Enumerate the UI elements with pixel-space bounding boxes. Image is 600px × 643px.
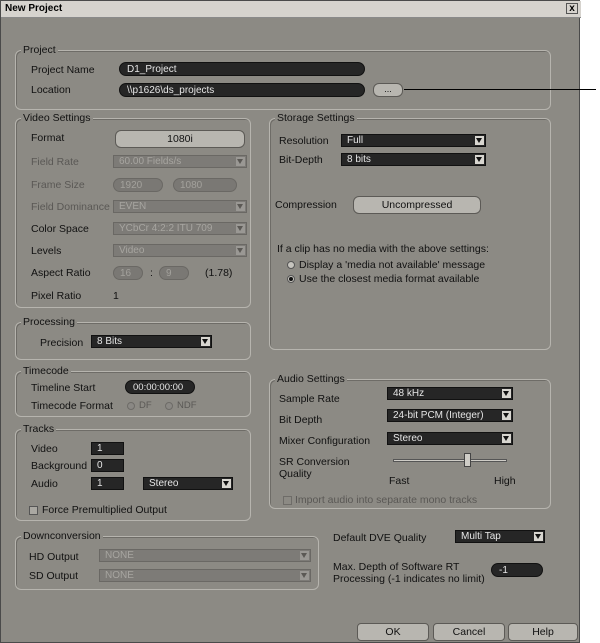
levels-select[interactable] <box>113 244 247 257</box>
annotation-callout-line <box>404 89 596 90</box>
field-dominance-select[interactable] <box>113 200 247 213</box>
sd-output-label: SD Output <box>29 570 79 582</box>
color-space-value: YCbCr 4:2:2 ITU 709 <box>119 223 213 234</box>
chevron-down-icon <box>300 551 309 560</box>
processing-title: Processing <box>23 316 75 328</box>
audio-bit-depth-label: Bit Depth <box>279 414 323 426</box>
field-rate-label: Field Rate <box>31 156 79 168</box>
location-input[interactable]: \\p1626\ds_projects <box>119 83 365 97</box>
chevron-down-icon <box>236 202 245 211</box>
storage-settings-title: Storage Settings <box>277 112 355 124</box>
background-tracks-label: Background <box>31 460 88 472</box>
force-premultiplied-checkbox[interactable] <box>29 506 38 515</box>
levels-value: Video <box>119 245 145 256</box>
precision-select[interactable] <box>91 335 212 348</box>
chevron-down-icon <box>300 571 309 580</box>
close-icon: x <box>569 3 575 14</box>
frame-width-field[interactable]: 1920 <box>113 178 163 192</box>
df-label: DF <box>139 400 152 411</box>
chevron-down-icon <box>534 532 543 541</box>
max-depth-label-1: Max. Depth of Software RT <box>333 561 460 573</box>
background-tracks-input[interactable]: 0 <box>91 459 124 472</box>
sample-rate-label: Sample Rate <box>279 393 340 405</box>
timeline-start-label: Timeline Start <box>31 382 96 394</box>
max-depth-input[interactable]: -1 <box>491 563 543 577</box>
display-not-available-label: Display a 'media not available' message <box>299 259 486 271</box>
fast-label: Fast <box>389 475 410 487</box>
timecode-format-label: Timecode Format <box>31 400 113 412</box>
max-depth-label-2: Processing (-1 indicates no limit) <box>333 573 485 585</box>
precision-label: Precision <box>40 337 84 349</box>
chevron-down-icon <box>201 337 210 346</box>
project-group <box>15 50 551 110</box>
sample-rate-value: 48 kHz <box>393 388 425 399</box>
no-media-text: If a clip has no media with the above settings: <box>277 243 489 255</box>
pixel-ratio-label: Pixel Ratio <box>31 290 82 302</box>
use-closest-format-radio[interactable] <box>287 275 295 283</box>
aspect-separator: : <box>150 267 153 279</box>
pixel-ratio-value: 1 <box>113 290 119 302</box>
resolution-value: Full <box>347 135 364 146</box>
audio-mode-value: Stereo <box>149 478 179 489</box>
field-rate-value: 60.00 Fields/s <box>119 156 182 167</box>
src-quality-slider-thumb[interactable] <box>464 453 471 467</box>
chevron-down-icon <box>236 224 245 233</box>
use-closest-format-label: Use the closest media format available <box>299 273 480 285</box>
close-button[interactable] <box>566 3 578 14</box>
import-mono-label: Import audio into separate mono tracks <box>295 494 478 506</box>
video-settings-title: Video Settings <box>23 112 91 124</box>
default-dve-label: Default DVE Quality <box>333 532 427 544</box>
levels-label: Levels <box>31 245 62 257</box>
downconversion-title: Downconversion <box>23 530 101 542</box>
bit-depth-select[interactable] <box>341 153 486 166</box>
format-label: Format <box>31 132 65 144</box>
title-bar <box>1 1 581 18</box>
tracks-title: Tracks <box>23 423 55 435</box>
project-group-title: Project <box>23 44 56 56</box>
chevron-down-icon <box>502 389 511 398</box>
sample-rate-select[interactable] <box>387 387 513 400</box>
audio-mode-select[interactable] <box>143 477 233 490</box>
aspect-ratio-label: Aspect Ratio <box>31 267 91 279</box>
hd-output-select[interactable] <box>99 549 311 562</box>
field-dominance-value: EVEN <box>119 201 147 212</box>
audio-tracks-input[interactable]: 1 <box>91 477 124 490</box>
ok-button[interactable]: OK <box>357 623 429 641</box>
audio-tracks-label: Audio <box>31 478 58 490</box>
sd-output-value: NONE <box>105 570 134 581</box>
high-label: High <box>494 475 516 487</box>
mixer-config-label: Mixer Configuration <box>279 435 371 447</box>
force-premultiplied-label: Force Premultiplied Output <box>42 504 167 516</box>
frame-height-field[interactable]: 1080 <box>173 178 237 192</box>
src-quality-label-1: SR Conversion <box>279 456 350 468</box>
chevron-down-icon <box>475 136 484 145</box>
video-tracks-label: Video <box>31 443 58 455</box>
df-radio[interactable] <box>127 402 135 410</box>
src-quality-slider-track[interactable] <box>393 459 507 462</box>
color-space-label: Color Space <box>31 223 89 235</box>
chevron-down-icon <box>502 434 511 443</box>
color-space-select[interactable] <box>113 222 247 235</box>
import-mono-checkbox[interactable] <box>283 496 292 505</box>
field-dominance-label: Field Dominance <box>31 201 110 213</box>
hd-output-label: HD Output <box>29 551 79 563</box>
field-rate-select[interactable] <box>113 155 247 168</box>
cancel-button[interactable]: Cancel <box>433 623 505 641</box>
chevron-down-icon <box>475 155 484 164</box>
bit-depth-label: Bit-Depth <box>279 154 323 166</box>
mixer-config-value: Stereo <box>393 433 423 444</box>
window-title: New Project <box>5 3 63 14</box>
compression-button[interactable]: Uncompressed <box>353 196 481 214</box>
audio-bit-depth-select[interactable] <box>387 409 513 422</box>
resolution-label: Resolution <box>279 135 329 147</box>
src-quality-label-2: Quality <box>279 468 312 480</box>
frame-size-label: Frame Size <box>31 179 85 191</box>
chevron-down-icon <box>502 411 511 420</box>
default-dve-select[interactable] <box>455 530 545 543</box>
browse-button[interactable]: ... <box>373 83 403 97</box>
resolution-select[interactable] <box>341 134 486 147</box>
precision-value: 8 Bits <box>97 336 123 347</box>
help-button[interactable]: Help <box>508 623 578 641</box>
mixer-config-select[interactable] <box>387 432 513 445</box>
default-dve-value: Multi Tap <box>461 531 501 542</box>
aspect-width-field[interactable]: 16 <box>113 266 143 280</box>
chevron-down-icon <box>222 479 231 488</box>
hd-output-value: NONE <box>105 550 134 561</box>
compression-label: Compression <box>275 199 337 211</box>
ndf-label: NDF <box>177 400 197 411</box>
chevron-down-icon <box>236 157 245 166</box>
ndf-radio[interactable] <box>165 402 173 410</box>
aspect-ratio-value: (1.78) <box>205 267 233 279</box>
bit-depth-value: 8 bits <box>347 154 371 165</box>
audio-settings-title: Audio Settings <box>277 373 345 385</box>
timeline-start-input[interactable]: 00:00:00:00 <box>125 380 195 394</box>
audio-bit-depth-value: 24-bit PCM (Integer) <box>393 410 484 421</box>
video-tracks-input[interactable]: 1 <box>91 442 124 455</box>
display-not-available-radio[interactable] <box>287 261 295 269</box>
chevron-down-icon <box>236 246 245 255</box>
location-label: Location <box>31 84 71 96</box>
timecode-title: Timecode <box>23 365 69 377</box>
project-name-input[interactable]: D1_Project <box>119 62 365 76</box>
aspect-height-field[interactable]: 9 <box>159 266 189 280</box>
format-button[interactable]: 1080i <box>115 130 245 148</box>
project-name-label: Project Name <box>31 64 95 76</box>
sd-output-select[interactable] <box>99 569 311 582</box>
